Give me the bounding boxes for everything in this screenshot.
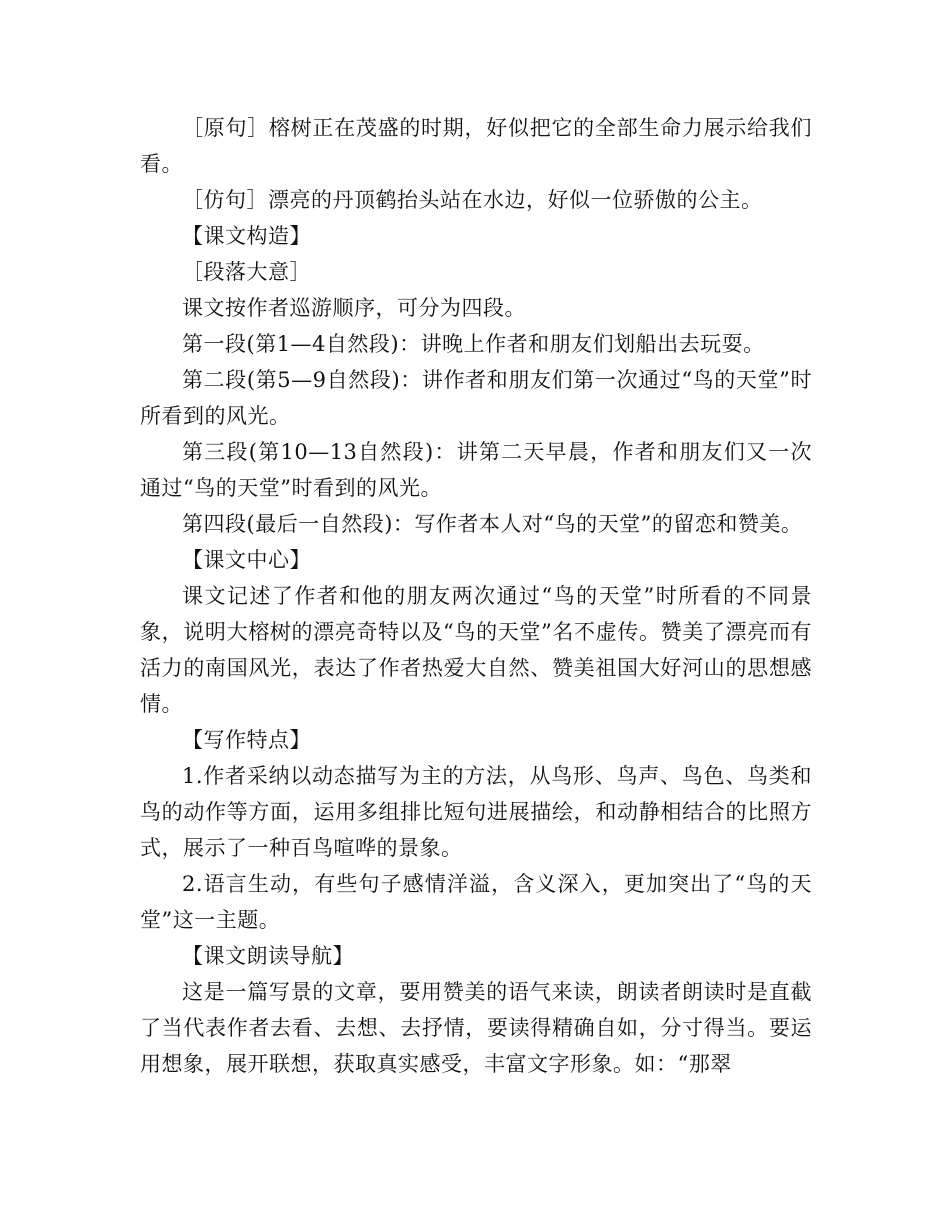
paragraph-division-intro: 课文按作者巡游顺序，可分为四段。 xyxy=(182,296,526,320)
paragraph-section-three: 第三段(第10—13自然段)：讲第二天早晨，作者和朋友们又一次通过“鸟的天堂”时看到的风光。 xyxy=(140,440,812,500)
paragraph-section-two: 第二段(第5—9自然段)：讲作者和朋友们第一次通过“鸟的天堂”时所看到的风光。 xyxy=(140,368,812,428)
paragraph-feature-two: 2.语言生动，有些句子感情洋溢，含义深入，更加突出了“鸟的天堂”这一主题。 xyxy=(140,872,812,932)
section-heading-theme: 【课文中心】 xyxy=(182,548,311,572)
document-body xyxy=(140,110,812,1082)
paragraph-imitation-sentence: ［仿句］漂亮的丹顶鹤抬头站在水边，好似一位骄傲的公主。 xyxy=(182,188,763,212)
section-heading-reading-guide: 【课文朗读导航】 xyxy=(182,944,354,968)
paragraph-section-one: 第一段(第1—4自然段)：讲晚上作者和朋友们划船出去玩耍。 xyxy=(182,332,765,356)
paragraph-original-sentence: ［原句］榕树正在茂盛的时期，好似把它的全部生命力展示给我们看。 xyxy=(140,116,812,176)
subheading-paragraph-summary: ［段落大意］ xyxy=(182,260,311,284)
paragraph-theme: 课文记述了作者和他的朋友两次通过“鸟的天堂”时所看的不同景象，说明大榕树的漂亮奇特以及“鸟的天堂”名不虚传。赞美了漂亮而有活力的南国风光，表达了作者热爱大自然、赞美祖国大好河山的思想感情。 xyxy=(140,584,812,716)
section-heading-writing-features: 【写作特点】 xyxy=(182,728,311,752)
paragraph-feature-one: 1.作者采纳以动态描写为主的方法，从鸟形、鸟声、鸟色、鸟类和鸟的动作等方面，运用多组排比短句进展描绘，和动静相结合的比照方式，展示了一种百鸟喧哗的景象。 xyxy=(140,764,812,860)
section-heading-structure: 【课文构造】 xyxy=(182,224,311,248)
paragraph-section-four: 第四段(最后一自然段)：写作者本人对“鸟的天堂”的留恋和赞美。 xyxy=(182,512,803,536)
paragraph-reading-guide: 这是一篇写景的文章，要用赞美的语气来读，朗读者朗读时是直截了当代表作者去看、去想、去抒情，要读得精确自如，分寸得当。要运用想象，展开联想，获取真实感受，丰富文字形象。如：“那翠 xyxy=(140,980,812,1076)
